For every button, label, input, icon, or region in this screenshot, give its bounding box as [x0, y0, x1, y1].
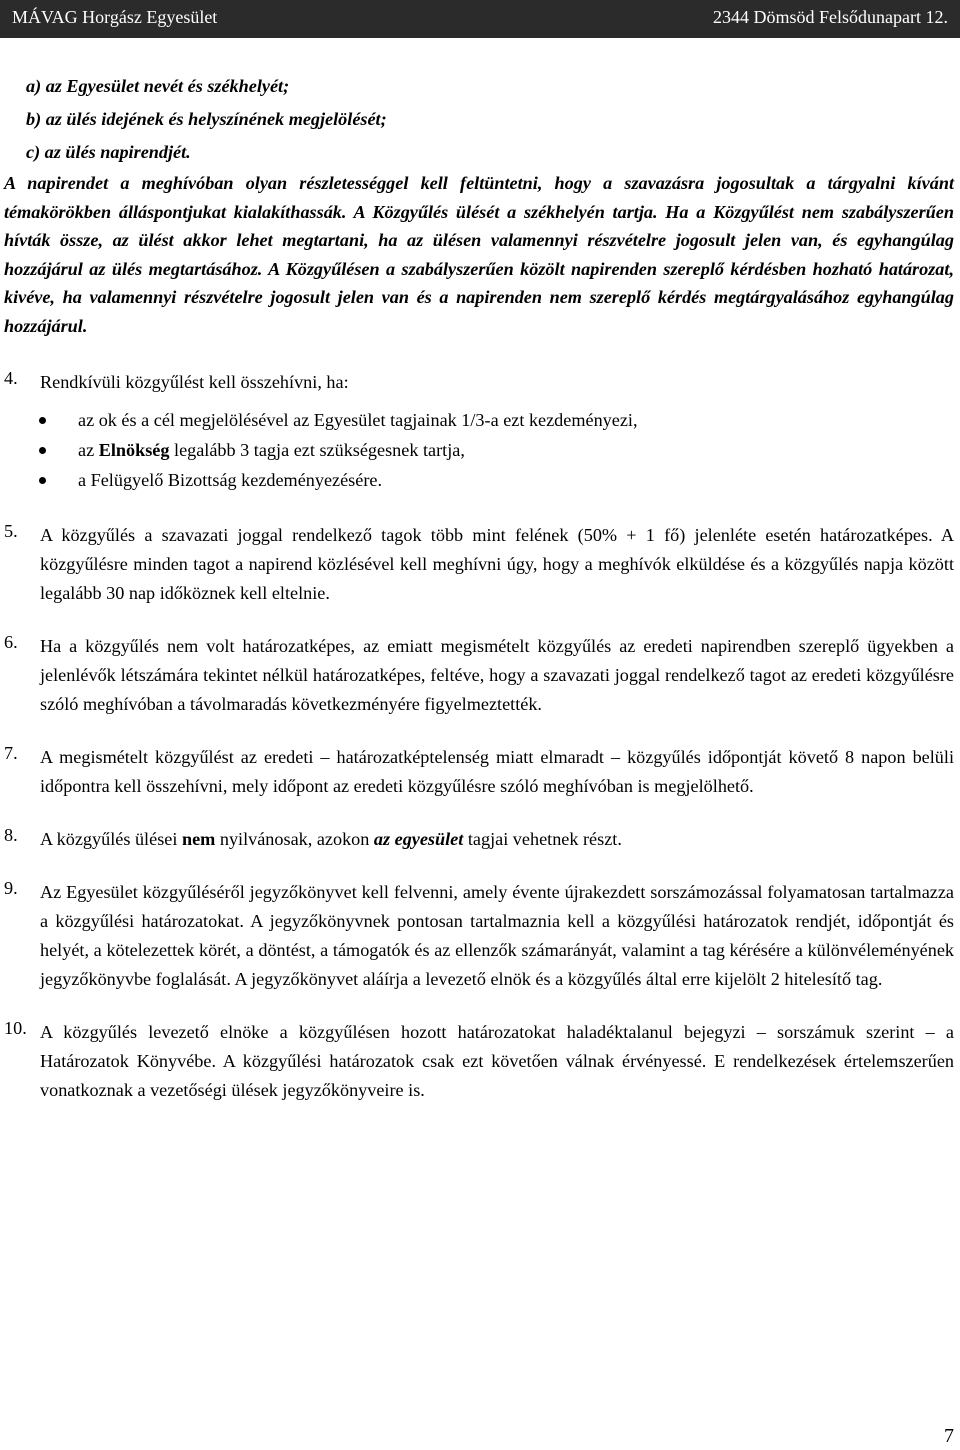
section-6 — [4, 632, 954, 719]
section-10 — [4, 1018, 954, 1105]
section-7-text: A megismételt közgyűlést az eredeti – határozatképtelenség miatt elmaradt – közgyűlés időpontját követő 8 napon belüli időpontra kell összehívni, mely időpont az eredeti közgyűlésre szóló meghívóban is megjelölhető. — [40, 747, 954, 796]
bold-term: Elnökség — [98, 440, 170, 460]
list-item-c: c) az ülés napirendjét. — [26, 142, 191, 162]
section-5-number: 5. — [4, 521, 18, 541]
section-8 — [4, 825, 954, 854]
page-header — [0, 0, 960, 38]
list-item-b: b) az ülés idejének és helyszínének megjelölését; — [26, 109, 387, 129]
section-7 — [4, 743, 954, 801]
header-address: 2344 Dömsöd Felsődunapart 12. — [713, 7, 948, 27]
section-10-text: A közgyűlés levezető elnöke a közgyűlésen hozott határozatokat haladéktalanul bejegyzi – sorszámuk szerint – a Határozatok Könyvébe. A közgyűlési határozatok csak ezt követően válnak érvényessé. E rendelkezések értelemszerűen vonatkoznak a vezetőségi ülések jegyzőkönyveire is. — [40, 1022, 954, 1100]
page-number: 7 — [944, 1425, 954, 1447]
document-body — [4, 70, 954, 1105]
bullet-item: az ok és a cél megjelölésével az Egyesület tagjainak 1/3-a ezt kezdeményezi, — [4, 405, 954, 435]
section-6-number: 6. — [4, 632, 18, 652]
section-9 — [4, 878, 954, 994]
section-6-text: Ha a közgyűlés nem volt határozatképes, az emiatt megismételt közgyűlés az eredeti napirendben szereplő ügyekben a jelenlévők létszámára tekintet nélkül határozatképes, feltéve, hogy a szavazati joggal rendelkező tagot az eredeti közgyűlésre szóló meghívóban a távolmaradás következményére figyelmeztették. — [40, 636, 954, 714]
list-item-a: a) az Egyesület nevét és székhelyét; — [26, 76, 290, 96]
bold-italic-phrase: az egyesület — [373, 829, 464, 849]
section-10-number: 10. — [4, 1018, 27, 1038]
section-8-number: 8. — [4, 825, 18, 845]
section-9-number: 9. — [4, 878, 18, 898]
section-4 — [4, 368, 954, 397]
section-4-text: Rendkívüli közgyűlést kell összehívni, ha: — [40, 372, 349, 392]
section-9-text: Az Egyesület közgyűléséről jegyzőkönyvet kell felvenni, amely évente újrakezdett sorszámozással folyamatosan tartalmazza a közgyűlési határozatokat. A jegyzőkönyvnek pontosan tartalmaznia kell a közgyűlési határozatok rendjét, időpontját és helyét, a kötelezettek körét, a döntést, a támogatók és az ellenzők számarányát, valamint a tag kérésére a különvéleményének jegyzőkönyvbe foglalását. A jegyzőkönyvet aláírja a levezető elnök és a közgyűlés által erre kijelölt 2 hitelesítő tag. — [40, 882, 954, 989]
section-7-number: 7. — [4, 743, 18, 763]
section-5-text: A közgyűlés a szavazati joggal rendelkező tagok több mint felének (50% + 1 fő) jelenléte esetén határozatképes. A közgyűlésre minden tagot a napirend közlésével kell meghívni úgy, hogy a meghívók elküldése és a közgyűlés napja között legalább 30 nap időköznek kell eltelnie. — [40, 525, 954, 603]
section-4-number: 4. — [4, 368, 18, 388]
bold-word: nem — [181, 829, 216, 849]
bullet-item: a Felügyelő Bizottság kezdeményezésére. — [4, 465, 954, 495]
agenda-paragraph: A napirendet a meghívóban olyan részletességgel kell feltüntetni, hogy a szavazásra jogosultak a tárgyalni kívánt témakörökben álláspontjukat kialakíthassák. A Közgyűlés ülését a székhelyén tartja. Ha a Közgyűlést nem szabályszerűen hívták össze, az ülést akkor lehet megtartani, ha az ülésen valamennyi részvételre jogosult jelen van, és egyhangúlag hozzájárul az ülés megtartásához. A Közgyűlésen a szabályszerűen közölt napirenden szereplő kérdésben hozható határozat, kivéve, ha valamennyi részvételre jogosult jelen van és a napirenden nem szereplő kérdés megtárgyalásához egyhangúlag hozzájárul. — [4, 173, 954, 336]
section-5 — [4, 521, 954, 608]
header-organization: MÁVAG Horgász Egyesület — [12, 7, 218, 27]
list-abc — [4, 70, 954, 169]
section-8-text: A közgyűlés ülései nem nyilvánosak, azokon az egyesület tagjai vehetnek részt. — [40, 829, 622, 849]
section-4-bullets — [4, 405, 954, 495]
bullet-item: az Elnökség legalább 3 tagja ezt szükségesnek tartja, — [4, 435, 954, 465]
